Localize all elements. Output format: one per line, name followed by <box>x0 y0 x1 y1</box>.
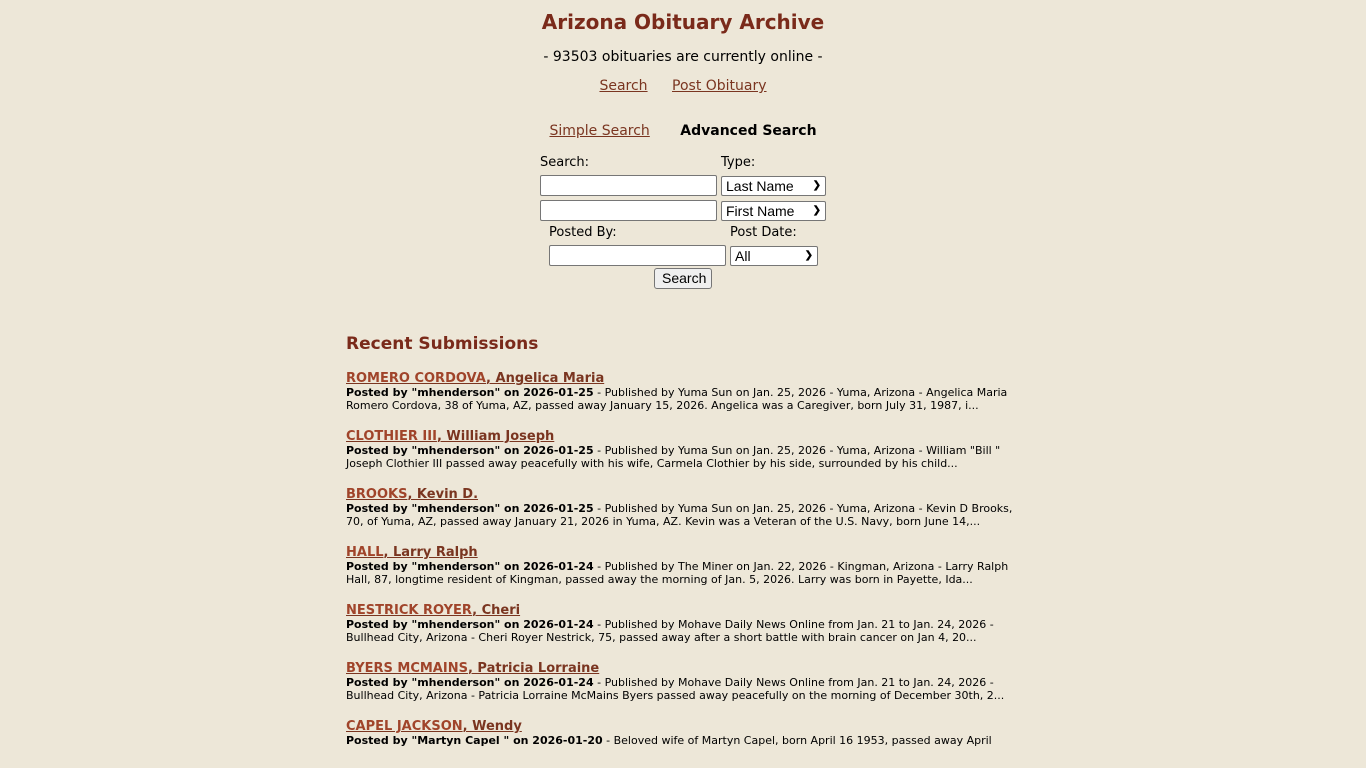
type-select-2-value: First Name <box>726 203 795 219</box>
obituary-link[interactable]: ROMERO CORDOVA, Angelica Maria <box>346 371 605 386</box>
obituary-excerpt: Posted by "mhenderson" on 2026-01-24 - Published by The Miner on Jan. 22, 2026 - Kingman, Arizona - Larry Ralph Hall, 87, longtime resident of Kingman, passed away the morning of Jan. 5, 2026. Larry was born in Payette, Ida... <box>346 560 1009 586</box>
obituary-excerpt: Posted by "Martyn Capel " on 2026-01-20 - Beloved wife of Martyn Capel, born April 16 1953, passed away April <box>346 734 992 747</box>
list-item <box>346 599 1020 644</box>
obituary-excerpt: Posted by "mhenderson" on 2026-01-24 - Published by Mohave Daily News Online from Jan. 21 to Jan. 24, 2026 - Bullhead City, Arizona - Patricia Lorraine McMains Byers passed away peacefully on the morning of December 30th, 2... <box>346 676 1005 702</box>
tab-simple-search[interactable]: Simple Search <box>549 123 650 139</box>
chevron-down-icon: ❯ <box>804 250 813 261</box>
type-label: Type: <box>721 155 756 170</box>
list-item <box>346 715 1020 747</box>
type-select-1-value: Last Name <box>726 178 794 194</box>
obituary-excerpt: Posted by "mhenderson" on 2026-01-25 - Published by Yuma Sun on Jan. 25, 2026 - Yuma, Arizona - Kevin D Brooks, 70, of Yuma, AZ, passed away January 21, 2026 in Yuma, AZ. Kevin was a Veteran of the U.S. Navy, born June 14,... <box>346 502 1013 528</box>
search-label: Search: <box>540 155 590 170</box>
list-item <box>346 657 1020 702</box>
site-header <box>0 0 1366 140</box>
site-title: Arizona Obituary Archive <box>541 10 825 34</box>
posted-by-meta: Posted by "Martyn Capel " on 2026-01-20 <box>346 734 603 747</box>
tab-advanced-search[interactable]: Advanced Search <box>680 123 817 139</box>
posted-by-meta: Posted by "mhenderson" on 2026-01-25 <box>346 386 594 399</box>
posted-by-meta: Posted by "mhenderson" on 2026-01-24 <box>346 618 594 631</box>
search-input-1[interactable] <box>540 175 717 196</box>
post-date-label: Post Date: <box>730 225 797 240</box>
posted-by-meta: Posted by "mhenderson" on 2026-01-24 <box>346 560 594 573</box>
list-item <box>346 425 1020 470</box>
list-item <box>346 483 1020 528</box>
posted-by-meta: Posted by "mhenderson" on 2026-01-25 <box>346 502 594 515</box>
obituary-link[interactable]: CAPEL JACKSON, Wendy <box>346 719 522 734</box>
type-select-1[interactable] <box>721 176 826 196</box>
nav-search-link[interactable]: Search <box>599 78 648 94</box>
obituary-link[interactable]: BROOKS, Kevin D. <box>346 487 479 502</box>
posted-by-meta: Posted by "mhenderson" on 2026-01-25 <box>346 444 594 457</box>
obituary-link[interactable]: HALL, Larry Ralph <box>346 545 478 560</box>
post-date-select[interactable] <box>730 246 818 266</box>
obituary-count: - 93503 obituaries are currently online - <box>543 49 823 65</box>
top-nav <box>0 77 1366 95</box>
chevron-down-icon: ❯ <box>812 205 821 216</box>
type-select-2[interactable] <box>721 201 826 221</box>
list-item <box>346 541 1020 586</box>
obituary-link[interactable]: NESTRICK ROYER, Cheri <box>346 603 521 618</box>
search-input-2[interactable] <box>540 200 717 221</box>
obituary-link[interactable]: BYERS MCMAINS, Patricia Lorraine <box>346 661 600 676</box>
obituary-link[interactable]: CLOTHIER III, William Joseph <box>346 429 555 444</box>
recent-submissions <box>346 333 1020 760</box>
submissions-list <box>346 367 1020 747</box>
recent-submissions-title: Recent Submissions <box>346 334 539 354</box>
search-mode-tabs <box>0 122 1366 140</box>
posted-by-input[interactable] <box>549 245 726 266</box>
chevron-down-icon: ❯ <box>812 180 821 191</box>
list-item <box>346 367 1020 412</box>
obituary-excerpt: Posted by "mhenderson" on 2026-01-25 - Published by Yuma Sun on Jan. 25, 2026 - Yuma, Arizona - Angelica Maria Romero Cordova, 38 of Yuma, AZ, passed away January 15, 2026. Angelica was a Caregiver, born July 31, 1987, i... <box>346 386 1008 412</box>
obituary-excerpt: Posted by "mhenderson" on 2026-01-25 - Published by Yuma Sun on Jan. 25, 2026 - Yuma, Arizona - William "Bill " Joseph Clothier III passed away peacefully with his wife, Carmela Clothier by his side, surrounded by his child... <box>346 444 1001 470</box>
search-submit-button[interactable]: Search <box>654 268 712 289</box>
posted-by-label: Posted By: <box>549 225 617 240</box>
nav-post-obituary-link[interactable]: Post Obituary <box>672 78 767 94</box>
obituary-excerpt: Posted by "mhenderson" on 2026-01-24 - Published by Mohave Daily News Online from Jan. 21 to Jan. 24, 2026 - Bullhead City, Arizona - Cheri Royer Nestrick, 75, passed away after a short battle with brain cancer on Jan 4, 20... <box>346 618 994 644</box>
posted-by-meta: Posted by "mhenderson" on 2026-01-24 <box>346 676 594 689</box>
post-date-select-value: All <box>735 248 751 264</box>
